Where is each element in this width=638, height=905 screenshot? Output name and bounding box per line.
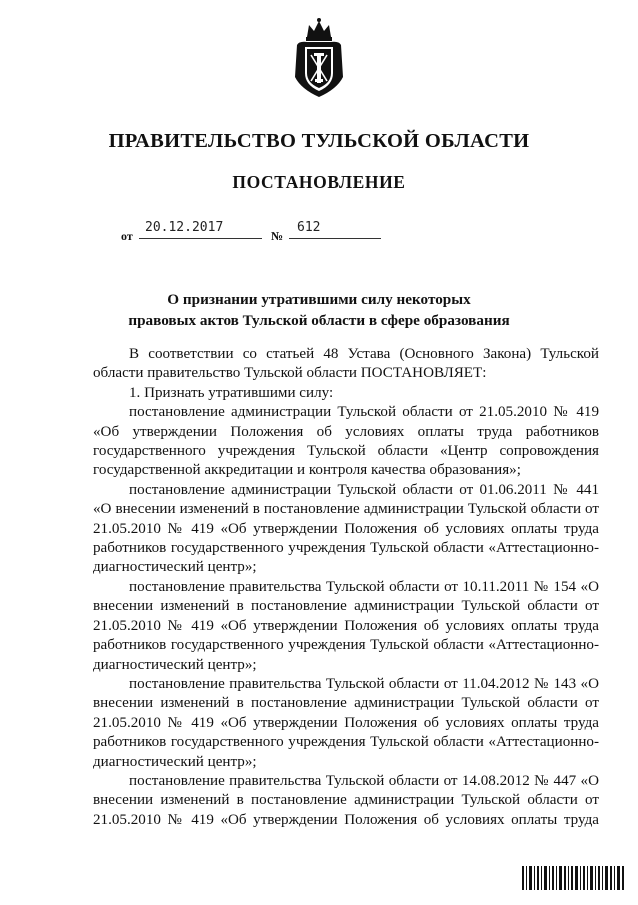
barcode-icon (520, 864, 628, 896)
paragraph-act: постановление правительства Тульской области от 10.11.2011 № 154 «О внесении изменений в постановление администрации Тульской области от 21.05.2010 № 419 «Об утверждении Положения об условиях оплаты труда работников государственного учреждения Тульской области «Аттестационно-диагностический центр»; (93, 578, 599, 673)
coat-of-arms-icon (287, 15, 351, 101)
date-label: от (121, 229, 133, 243)
document-type: ПОСТАНОВЛЕНИЕ (232, 172, 406, 192)
number-underline (289, 238, 381, 239)
paragraph-item-1: 1. Признать утратившими силу: (129, 384, 334, 401)
paragraph-act: постановление администрации Тульской области от 21.05.2010 № 419 «Об утверждении Положения об условиях оплаты труда работников государственного учреждения Тульской области «Центр сопровождения государственной аккредитации и контроля качества образования»; (93, 404, 599, 479)
paragraph-act: постановление правительства Тульской области от 14.08.2012 № 447 «О внесении изменений в постановление администрации Тульской области от 21.05.2010 № 419 «Об утверждении Положения об условиях оплаты труда (93, 772, 599, 828)
heading-line: правовых актов Тульской области в сфере образования (128, 312, 510, 329)
document-date: 20.12.2017 (145, 220, 224, 235)
organization-title: ПРАВИТЕЛЬСТВО ТУЛЬСКОЙ ОБЛАСТИ (108, 130, 530, 152)
number-label: № (271, 229, 284, 243)
paragraph-act: постановление правительства Тульской области от 11.04.2012 № 143 «О внесении изменений в постановление администрации Тульской области от 21.05.2010 № 419 «Об утверждении Положения об условиях оплаты труда работников государственного учреждения Тульской области «Аттестационно-диагностический центр»; (93, 675, 599, 770)
heading-line: О признании утратившими силу некоторых (167, 291, 471, 308)
document-body (93, 345, 599, 830)
paragraph-act: постановление администрации Тульской области от 01.06.2011 № 441 «О внесении изменений в постановление администрации Тульской области от 21.05.2010 № 419 «Об утверждении Положения об условиях оплаты труда работников государственного учреждения Тульской области «Аттестационно-диагностический центр»; (93, 481, 599, 576)
paragraph-preamble: В соответствии со статьей 48 Устава (Основного Закона) Тульской области правительство Тульской области ПОСТАНОВЛЯЕТ: (93, 346, 599, 382)
date-underline (139, 238, 262, 239)
document-heading (0, 289, 638, 331)
document-number: 612 (297, 220, 321, 235)
